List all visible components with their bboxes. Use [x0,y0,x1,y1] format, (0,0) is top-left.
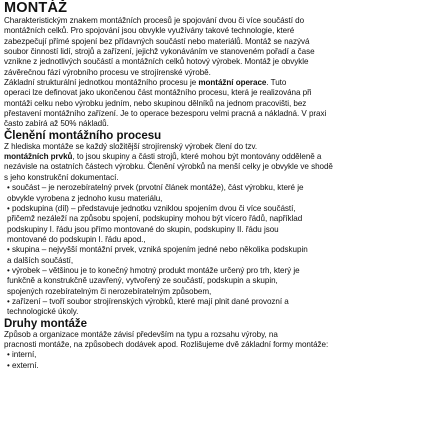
text-line [7,297,440,307]
list-item [4,297,440,318]
text-span: zařízení – tvoří soubor strojírenských výrobků, které mají plnit dané provozní a [12,296,289,306]
text-line: s jeho konstrukční dokumentací. [4,172,119,182]
section-heading: Druhy montáže [4,317,88,330]
bullet-icon: • [7,265,10,275]
text-line: přestavení montážního zařízení. Je to operace bezesporu velmi pracná a nákladná. V praxi [4,109,327,119]
text-span: interní, [12,350,37,360]
bold-term: montážních prvků [4,152,73,162]
text-span: součást – je nerozebíratelný prvek (prvotní článek montáže), část výrobku, které je [12,183,304,193]
list-item [4,350,440,360]
section-lead [4,142,440,183]
section-heading: Členění montážního procesu [4,129,162,142]
operation-paragraph [4,78,440,130]
bullet-icon: • [7,296,10,306]
text-line: přičemž nezáleží na způsobu spojení, podskupiny mohou být vícero řádů, například [7,214,303,224]
bullet-list [4,350,440,371]
text-line [7,245,440,255]
text-line: spojených rozebíratelným či nerozebíratelným způsobem, [7,286,212,296]
text-line: soubor činností lidí, strojů a zařízení, jejichž vykonáváním ve stanoveném pořadí a čase [4,47,315,57]
text-line: technologické úkoly. [7,307,79,317]
bullet-icon: • [7,350,10,360]
text-line: montované do podskupin I. řádu apod., [7,234,146,244]
text-line [7,266,440,276]
list-item [4,183,440,204]
bold-term: montážní operace [198,78,267,88]
intro-paragraph [4,16,440,78]
text-span: výrobek – většinou je to konečný hmotný produkt montáže určený pro trh, který je [12,265,300,275]
section-body [4,330,440,351]
text-line [4,152,440,162]
text-line: operaci lze definovat jako ukončenou část montážního procesu, která je realizována při [4,88,312,98]
text-line [4,78,440,88]
text-line: montáži celku nebo výrobku jedním, nebo skupinou dělníků na jednom pracovišti, bez [4,98,307,108]
text-line: vznikne z jednotlivých součástí a montážních celků hotový výrobek. Montáž je obvykle [4,57,309,67]
bullet-icon: • [7,360,10,370]
text-line: montážních celků. Pro spojování jsou obvykle využívány takové technologie, které [4,26,295,36]
text-line: a dalších součástí, [7,255,74,265]
text-line [7,204,440,214]
text-line: často zabírá až 50% nákladů. [4,119,109,129]
text-line: zabezpečují přímé spojení bez přídavných součástí nebo materiálů. Montáž se nazývá [4,36,310,46]
text-line: obvykle vyrobena z jednoho kusu materiálu, [7,193,163,203]
text-line: Z hlediska montáže se každý složitější strojírenský výrobek člení do tzv. [4,141,258,151]
bullet-icon: • [7,183,10,193]
text-span: Základní strukturální jednotkou montážního procesu je [4,78,199,88]
list-item [4,245,440,266]
bullet-icon: • [7,203,10,213]
bullet-icon: • [7,245,10,255]
text-line [7,183,440,193]
text-line: funkčně a konstrukčně uzavřený, vytvořený ze součástí, podskupin a skupin, [7,276,278,286]
text-line: Charakteristickým znakem montážních procesů je spojování dvou či více součástí do [4,16,305,25]
text-line: pracnosti montáže, na způsobech dodávek apod. Rozlišujeme dvě základní formy montáže: [4,339,329,349]
text-line: nezávisle na ostatních částech výrobku. Členění výrobků na menší celky je obvykle ve shodě [4,162,333,172]
text-line: podskupiny I. řádu jsou přímo montované do skupin, podskupiny II. řádu jsou [7,224,279,234]
page-title: MONTÁŽ [4,0,68,16]
text-span: externí. [12,360,39,370]
list-item [4,204,440,245]
text-span: . Tuto [266,78,287,88]
list-item [4,361,440,371]
text-line: Způsob a organizace montáže závisí především na typu a rozsahu výroby, na [4,329,278,339]
list-item [4,266,440,297]
bullet-list [4,183,440,317]
text-line: závěrečnou fází výrobního procesu ve strojírenské výrobě. [4,67,211,77]
text-span: podskupina (díl) – představuje jednotku vzniklou spojením dvou či více součástí, [12,203,296,213]
document-page [4,0,440,371]
text-span: , to jsou skupiny a části strojů, které mohou být montovány odděleně a [72,152,322,162]
text-span: skupina – nejvyšší montážní prvek, vzniká spojením jedné nebo několika podskupin [12,245,308,255]
